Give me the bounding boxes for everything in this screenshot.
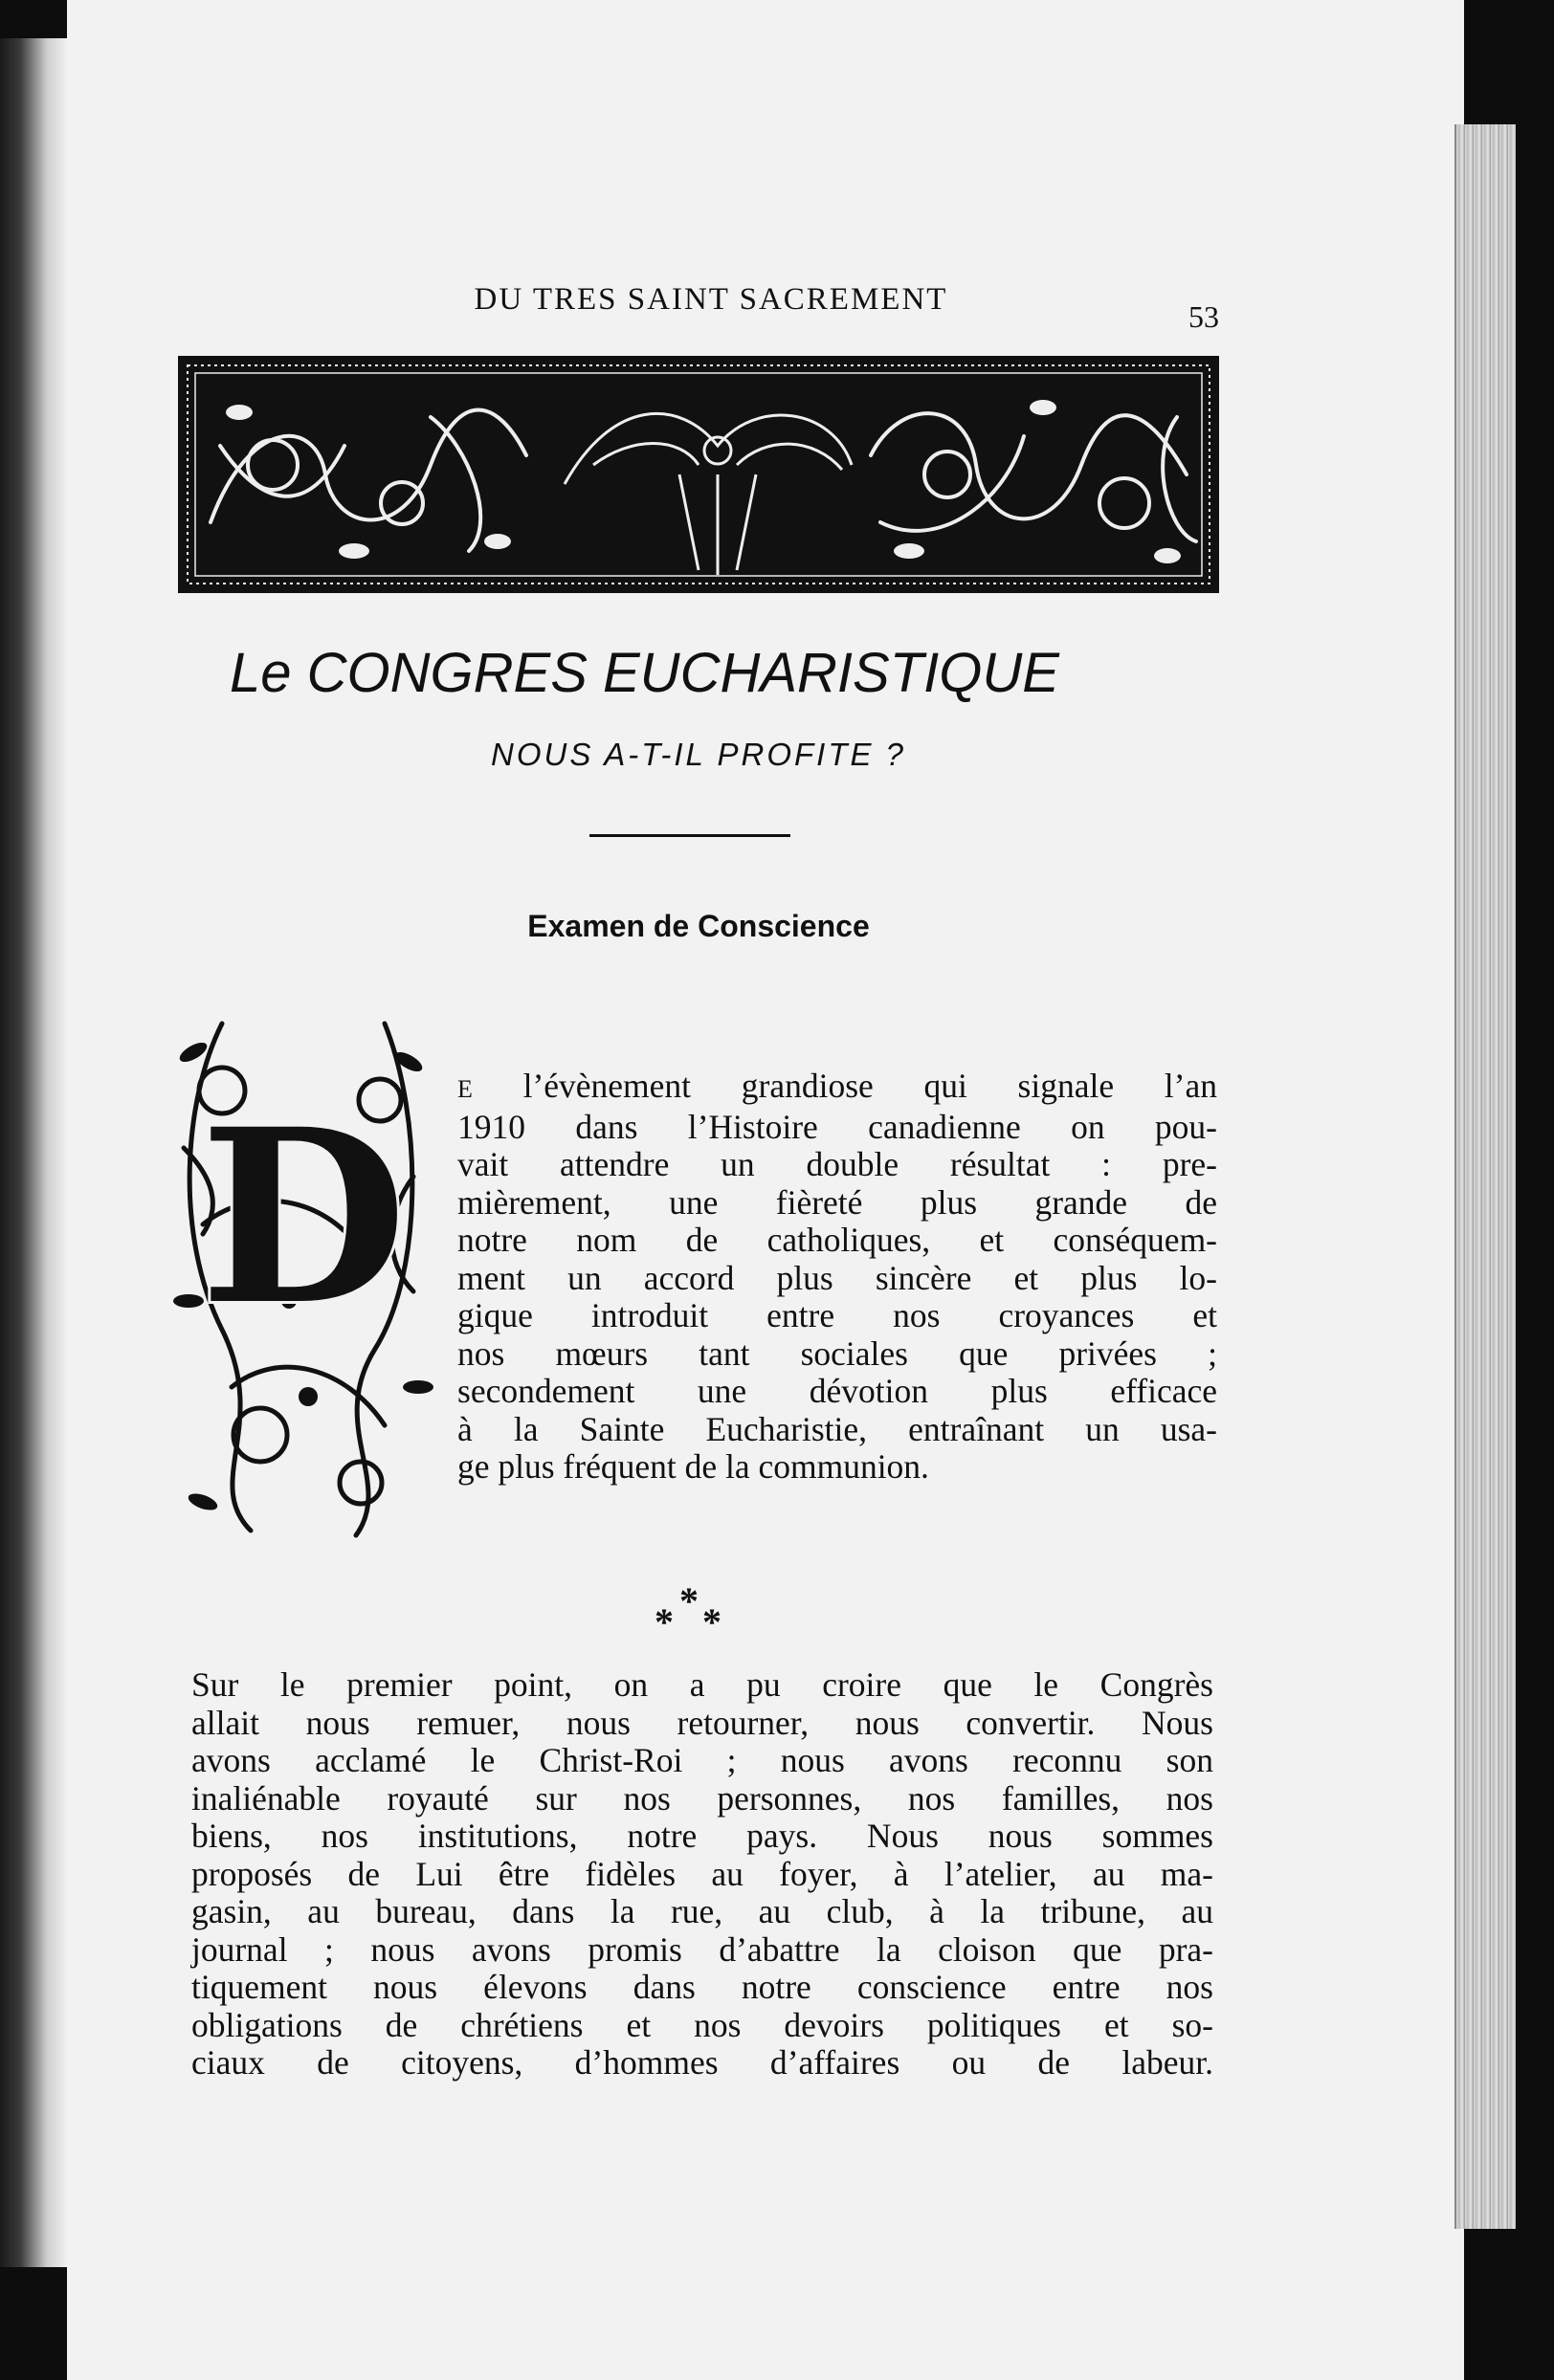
paragraph-line: vait attendre un double résultat : pre- — [457, 1145, 1217, 1183]
paragraph-line: nos mœurs tant sociales que privées ; — [457, 1333, 1217, 1373]
ornamental-headpiece — [178, 356, 1219, 593]
paragraph-line: 1910 dans l’Histoire canadienne on pou- — [457, 1107, 1217, 1146]
article-title: Le CONGRES EUCHARISTIQUE — [230, 642, 1059, 704]
paragraph-line: obligations de chrétiens et nos devoirs politiques et so- — [191, 2005, 1213, 2044]
ornamental-drop-cap — [165, 985, 442, 1550]
paragraph-line: à la Sainte Eucharistie, entraînant un usa- — [457, 1409, 1217, 1448]
paragraph-line: Sur le premier point, on a pu croire que le Congrès — [191, 1665, 1213, 1704]
paragraph-line: mièrement, une fièreté plus grande de — [457, 1182, 1217, 1222]
page-edge — [1454, 124, 1516, 2229]
paragraph-line: avons acclamé le Christ-Roi ; nous avons reconnu son — [191, 1741, 1213, 1779]
book-spine-left — [0, 38, 67, 2267]
paragraph-line: allait nous remuer, nous retourner, nous convertir. Nous — [191, 1703, 1213, 1742]
paragraph-line: gique introduit entre nos croyances et — [457, 1296, 1217, 1334]
article-subtitle: NOUS A-T-IL PROFITE ? — [490, 737, 907, 772]
running-head: DU TRES SAINT SACREMENT — [474, 282, 948, 317]
paragraph-line: notre nom de catholiques, et conséquem- — [457, 1221, 1217, 1259]
asterism-separator — [643, 1578, 739, 1643]
second-paragraph — [191, 1666, 1213, 2082]
title-divider-rule — [589, 834, 790, 837]
asterism-star: * — [655, 1600, 674, 1643]
paragraph-line: inaliénable royauté sur nos personnes, nos familles, nos — [191, 1778, 1213, 1818]
page-number: 53 — [1188, 299, 1219, 334]
paragraph-line: l’évènement grandiose qui signale l’an — [472, 1067, 1217, 1105]
paragraph-line: ge plus fréquent de la communion. — [457, 1447, 929, 1486]
asterism-star: * — [679, 1579, 699, 1622]
drop-cap-letter: D — [199, 1076, 408, 1357]
drop-cap-continuation: E — [457, 1075, 473, 1103]
paragraph-line: gasin, au bureau, dans la rue, au club, à la tribune, au — [191, 1892, 1213, 1930]
paragraph-line: tiquement nous élevons dans notre conscience entre nos — [191, 1968, 1213, 2006]
paragraph-line: biens, nos institutions, notre pays. Nous nous sommes — [191, 1817, 1213, 1855]
paragraph-line: ciaux de citoyens, d’hommes d’affaires ou de labeur. — [191, 2043, 1213, 2082]
asterism-star: * — [702, 1600, 722, 1643]
first-paragraph — [457, 1068, 1217, 1487]
paragraph-line: journal ; nous avons promis d’abattre la cloison que pra- — [191, 1929, 1213, 1969]
paragraph-line: ment un accord plus sincère et plus lo- — [457, 1258, 1217, 1297]
section-heading: Examen de Conscience — [527, 909, 870, 943]
paragraph-line: proposés de Lui être fidèles au foyer, à l’atelier, au ma- — [191, 1854, 1213, 1893]
paragraph-line: secondement une dévotion plus efficace — [457, 1372, 1217, 1410]
